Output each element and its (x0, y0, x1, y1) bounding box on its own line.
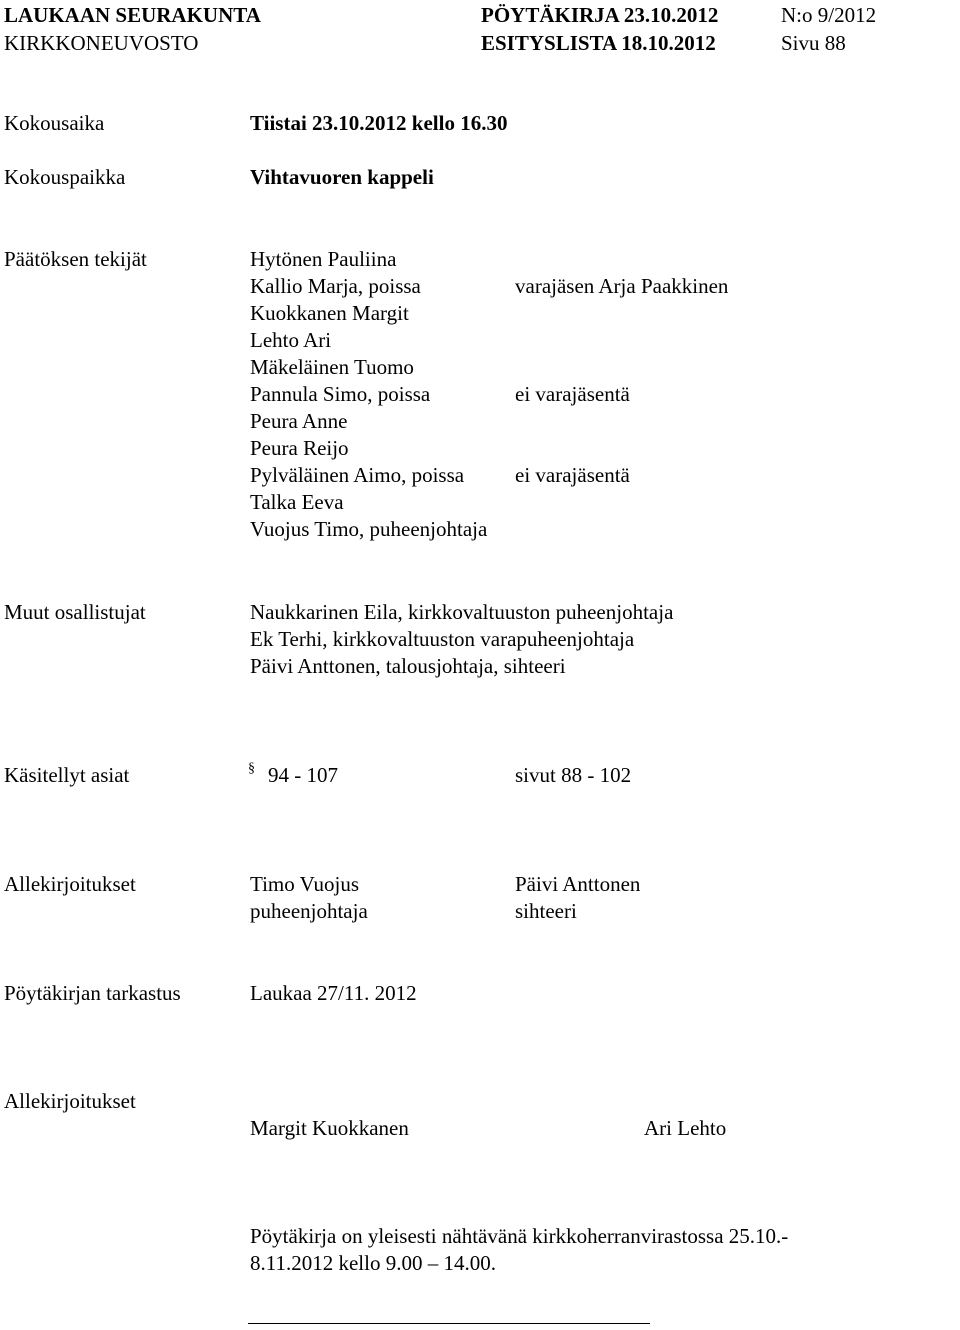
section-sign-icon: § (248, 761, 255, 776)
review-label: Pöytäkirjan tarkastus (4, 981, 181, 1005)
member-name: Pannula Simo, poissa (250, 382, 431, 406)
member-name: Kallio Marja, poissa (250, 274, 421, 298)
meeting-place-value: Vihtavuoren kappeli (250, 165, 434, 189)
member-name: Mäkeläinen Tuomo (250, 355, 414, 379)
member-name: Kuokkanen Margit (250, 301, 409, 325)
reviewer-first: Margit Kuokkanen (250, 1116, 409, 1140)
signatures-label: Allekirjoitukset (4, 872, 136, 896)
secretary-name: Päivi Anttonen (515, 872, 641, 896)
member-name: Pylväläinen Aimo, poissa (250, 463, 465, 487)
handled-sections: 94 - 107 (268, 763, 338, 787)
secretary-role: sihteeri (515, 899, 577, 923)
organization-name: LAUKAAN SEURAKUNTA (4, 3, 261, 27)
review-signatures-label: Allekirjoitukset (4, 1089, 136, 1113)
other-participants-list (250, 599, 673, 680)
handled-items-label: Käsitellyt asiat (4, 763, 130, 787)
decision-makers-label: Päätöksen tekijät (4, 247, 147, 271)
member-name: Peura Anne (250, 409, 348, 433)
page-number: Sivu 88 (781, 31, 846, 55)
public-notice-line-1: Pöytäkirja on yleisesti nähtävänä kirkkoherranvirastossa 25.10.- (250, 1224, 789, 1248)
reviewer-second: Ari Lehto (644, 1116, 727, 1140)
document-number: N:o 9/2012 (781, 3, 877, 27)
review-value: Laukaa 27/11. 2012 (250, 981, 417, 1005)
protocol-title: PÖYTÄKIRJA 23.10.2012 (481, 3, 719, 27)
meeting-time-value: Tiistai 23.10.2012 kello 16.30 (250, 111, 508, 135)
meeting-place-label: Kokouspaikka (4, 165, 126, 189)
other-participants-label: Muut osallistujat (4, 600, 146, 624)
handled-pages: sivut 88 - 102 (515, 763, 632, 787)
member-name: Talka Eeva (250, 490, 344, 514)
member-name: Lehto Ari (250, 328, 332, 352)
participant: Naukkarinen Eila, kirkkovaltuuston puheenjohtaja (250, 600, 674, 624)
member-name: Peura Reijo (250, 436, 349, 460)
decision-makers-list (250, 246, 487, 543)
member-name: Hytönen Pauliina (250, 247, 397, 271)
member-note: ei varajäsentä (515, 463, 630, 487)
participant: Ek Terhi, kirkkovaltuuston varapuheenjohtaja (250, 627, 635, 651)
chair-name: Timo Vuojus (250, 872, 360, 896)
chair-role: puheenjohtaja (250, 899, 368, 923)
member-name: Vuojus Timo, puheenjohtaja (250, 517, 488, 541)
public-notice-line-2: 8.11.2012 kello 9.00 – 14.00. (250, 1251, 496, 1275)
signature-line (248, 1323, 650, 1324)
agenda-title: ESITYSLISTA 18.10.2012 (481, 31, 716, 55)
member-note: varajäsen Arja Paakkinen (515, 274, 729, 298)
member-note: ei varajäsentä (515, 382, 630, 406)
governing-body: KIRKKONEUVOSTO (4, 31, 199, 55)
meeting-time-label: Kokousaika (4, 111, 105, 135)
participant: Päivi Anttonen, talousjohtaja, sihteeri (250, 654, 566, 678)
